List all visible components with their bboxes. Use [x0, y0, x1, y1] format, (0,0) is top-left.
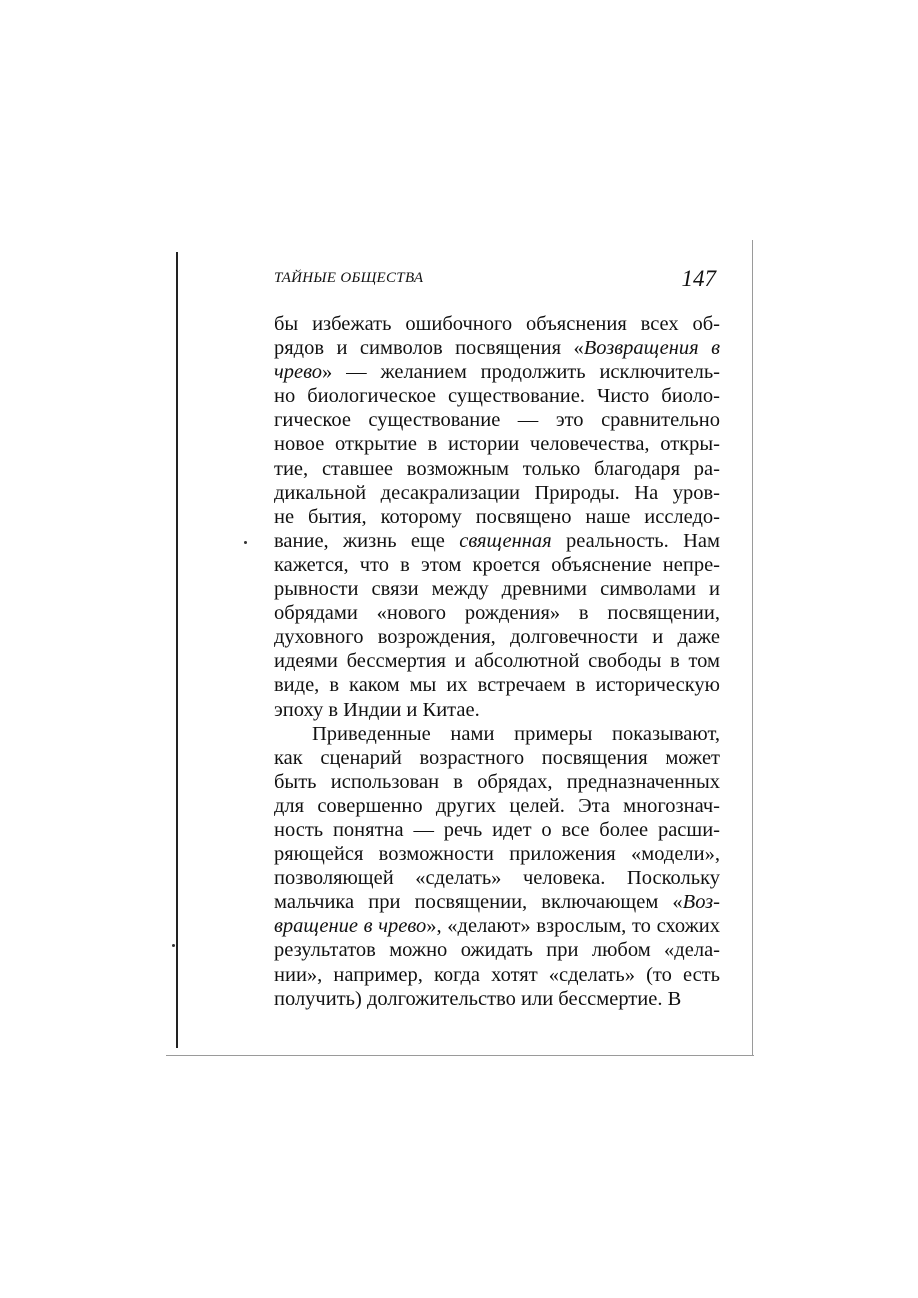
- text-line: чрево» — желанием продолжить исключитель-: [274, 361, 720, 384]
- text-line: ряющейся возможности приложения «модели»,: [274, 843, 720, 866]
- text-line: как сценарий возрастного посвящения может: [274, 746, 720, 769]
- text-line: духовного возрождения, долговечности и даже: [274, 626, 720, 649]
- bottom-page-edge: [166, 1055, 754, 1056]
- body-text: [274, 312, 720, 1011]
- scan-speck: [172, 944, 175, 947]
- text-line: дикальной десакрализации Природы. На уров-: [274, 481, 720, 504]
- italic-span: священная: [459, 529, 552, 552]
- text-line: вание, жизнь еще священная реальность. Нам: [274, 529, 720, 552]
- italic-span: чрево: [274, 361, 323, 384]
- text-line: новое открытие в истории человечества, откры-: [274, 433, 720, 456]
- text-line: но биологическое существование. Чисто биоло-: [274, 385, 720, 408]
- running-head-title: ТАЙНЫЕ ОБЩЕСТВА: [274, 270, 424, 286]
- text-line: обрядами «нового рождения» в посвящении,: [274, 602, 720, 625]
- right-page-edge: [752, 240, 753, 1056]
- text-line: тие, ставшее возможным только благодаря ра-: [274, 457, 720, 480]
- text-line: результатов можно ожидать при любом «дела-: [274, 939, 720, 962]
- text-line: кажется, что в этом кроется объяснение непре-: [274, 553, 720, 576]
- text-line: нии», например, когда хотят «сделать» (то есть: [274, 963, 720, 986]
- text-line: не бытия, которому посвящено наше исследо-: [274, 505, 720, 528]
- text-line: получить) долгожительство или бессмертие. В: [274, 987, 682, 1010]
- page-number: 147: [681, 266, 716, 291]
- text-line: для совершенно других целей. Эта многознач-: [274, 794, 720, 817]
- text-line: быть использован в обрядах, предназначенных: [274, 770, 720, 793]
- italic-span: Воз-: [682, 891, 720, 914]
- text-line: рывности связи между древними символами и: [274, 578, 720, 601]
- text-line: эпоху в Индии и Китае.: [274, 698, 480, 721]
- text-line: мальчика при посвящении, включающем «Воз-: [274, 891, 720, 914]
- text-line: вращение в чрево», «делают» взрослым, то схожих: [274, 915, 720, 938]
- running-head: [274, 266, 720, 296]
- text-line: гическое существование — это сравнительно: [274, 409, 720, 432]
- italic-span: вращение в чрево: [274, 915, 427, 938]
- text-line: Приведенные нами примеры показывают,: [312, 722, 720, 745]
- text-line: ность понятна — речь идет о все более расши-: [274, 818, 720, 841]
- text-line: бы избежать ошибочного объяснения всех об-: [274, 313, 720, 335]
- text-line: позволяющей «сделать» человека. Поскольку: [274, 867, 720, 890]
- text-line: рядов и символов посвящения «Возвращения в: [274, 337, 720, 360]
- paragraph-1: [274, 312, 720, 722]
- left-margin-rule: [176, 252, 178, 1048]
- italic-span: Возвращения в: [583, 337, 720, 360]
- text-line: идеями бессмертия и абсолютной свободы в том: [274, 650, 720, 673]
- scan-speck: [244, 541, 247, 544]
- text-line: виде, в каком мы их встречаем в историческую: [274, 674, 720, 697]
- paragraph-2: [274, 722, 720, 1011]
